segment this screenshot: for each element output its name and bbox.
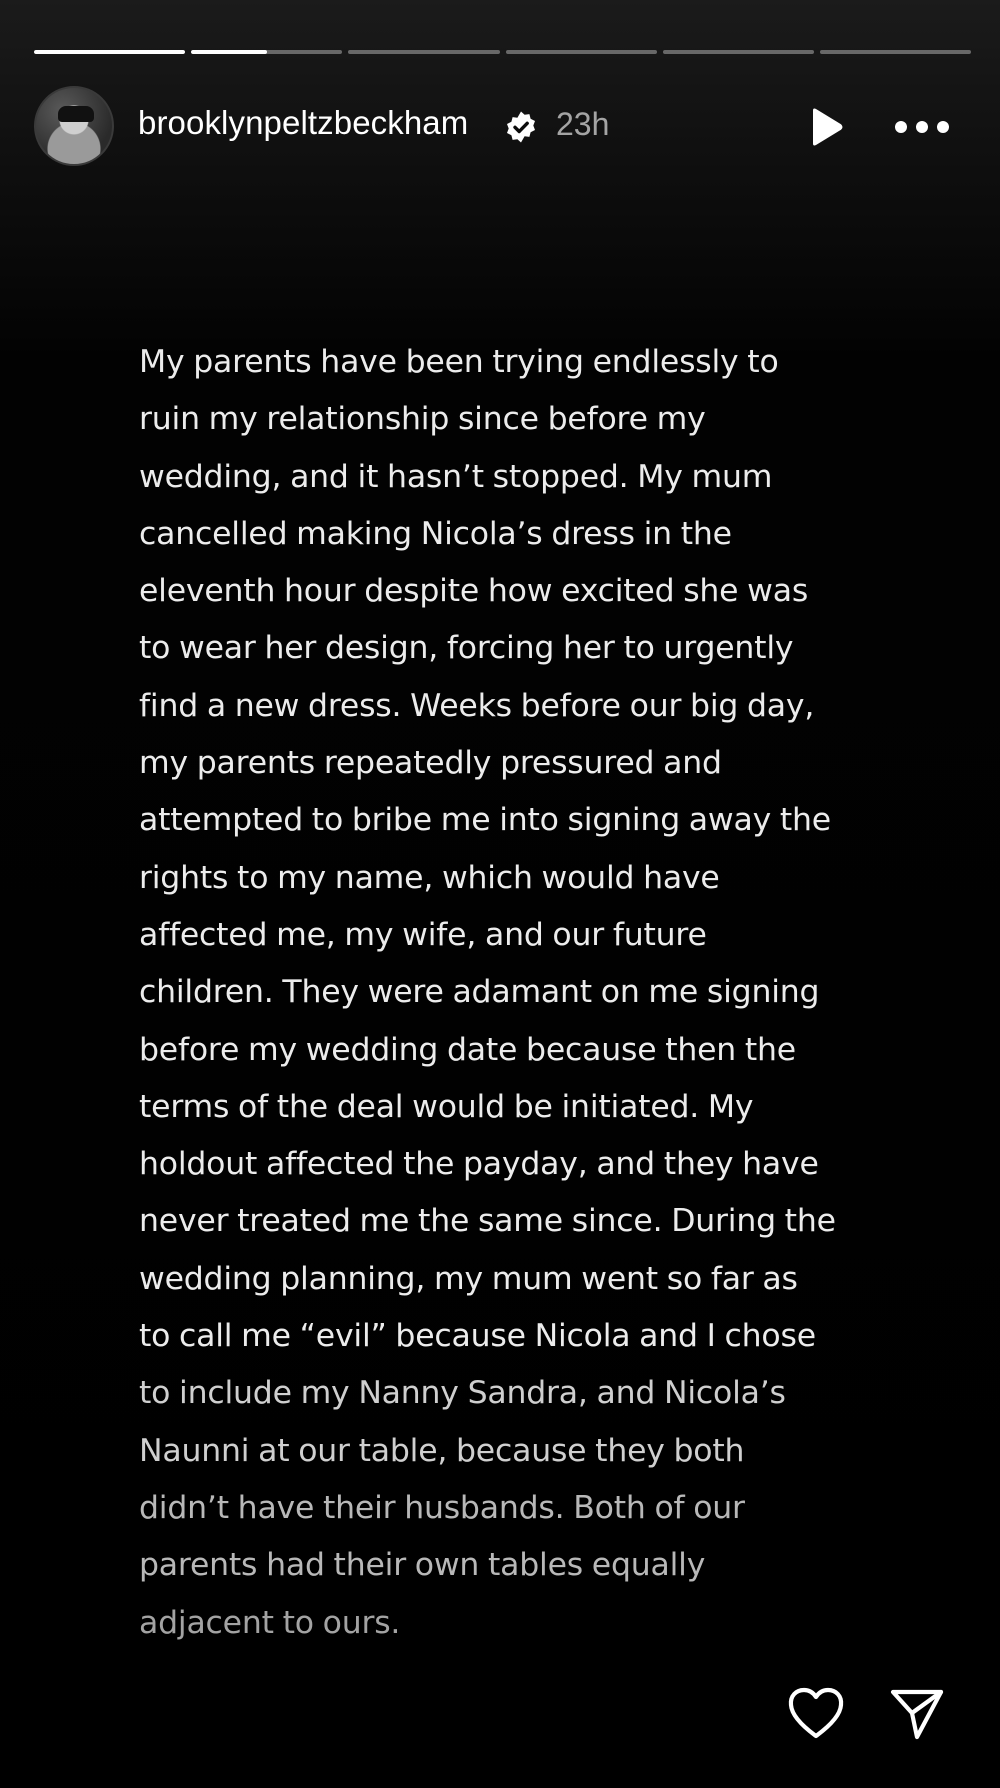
more-dots-icon[interactable] (892, 114, 952, 140)
text-line: to call me “evil” because Nicola and I chose (139, 1318, 816, 1355)
text-line: parents had their own tables equally (139, 1547, 706, 1584)
text-line: to wear her design, forcing her to urgently (139, 630, 794, 667)
text-line: holdout affected the payday, and they have (139, 1146, 819, 1183)
text-line: to include my Nanny Sandra, and Nicola’s (139, 1375, 786, 1412)
text-line: affected me, my wife, and our future (139, 916, 707, 953)
progress-segment (506, 50, 657, 54)
story-text (139, 334, 919, 1652)
story-timestamp: 23h (556, 106, 610, 142)
story-progress-bar (34, 50, 971, 55)
avatar-hat-shape (58, 106, 94, 122)
avatar[interactable] (34, 86, 114, 166)
text-line: children. They were adamant on me signing (139, 974, 820, 1011)
text-line: My parents have been trying endlessly to (139, 344, 779, 380)
username[interactable]: brooklynpeltzbeckham (138, 104, 469, 141)
text-line: adjacent to ours. (139, 1604, 401, 1641)
progress-fill (34, 50, 185, 54)
play-icon[interactable] (806, 106, 846, 148)
text-line: find a new dress. Weeks before our big day, (139, 687, 815, 724)
text-line: attempted to bribe me into signing away the (139, 802, 831, 839)
text-line: never treated me the same since. During the (139, 1203, 836, 1240)
text-line: wedding planning, my mum went so far as (139, 1260, 798, 1297)
verified-badge-icon (504, 110, 538, 144)
text-line: terms of the deal would be initiated. My (139, 1088, 754, 1125)
progress-segment (820, 50, 971, 54)
progress-segment (348, 50, 499, 54)
text-line: rights to my name, which would have (139, 859, 720, 896)
text-line: eleventh hour despite how excited she was (139, 573, 809, 610)
story-header (34, 86, 971, 168)
progress-segment (34, 50, 185, 54)
text-line: Naunni at our table, because they both (139, 1432, 745, 1469)
text-line: before my wedding date because then the (139, 1031, 796, 1068)
progress-segment (663, 50, 814, 54)
text-line: cancelled making Nicola’s dress in the (139, 515, 732, 552)
text-line: ruin my relationship since before my (139, 401, 706, 438)
text-line: my parents repeatedly pressured and (139, 745, 722, 782)
send-icon[interactable] (888, 1684, 946, 1742)
heart-icon[interactable] (786, 1686, 846, 1742)
text-line: didn’t have their husbands. Both of our (139, 1489, 745, 1526)
text-line: wedding, and it hasn’t stopped. My mum (139, 458, 773, 495)
progress-fill (191, 50, 267, 54)
progress-segment (191, 50, 342, 54)
